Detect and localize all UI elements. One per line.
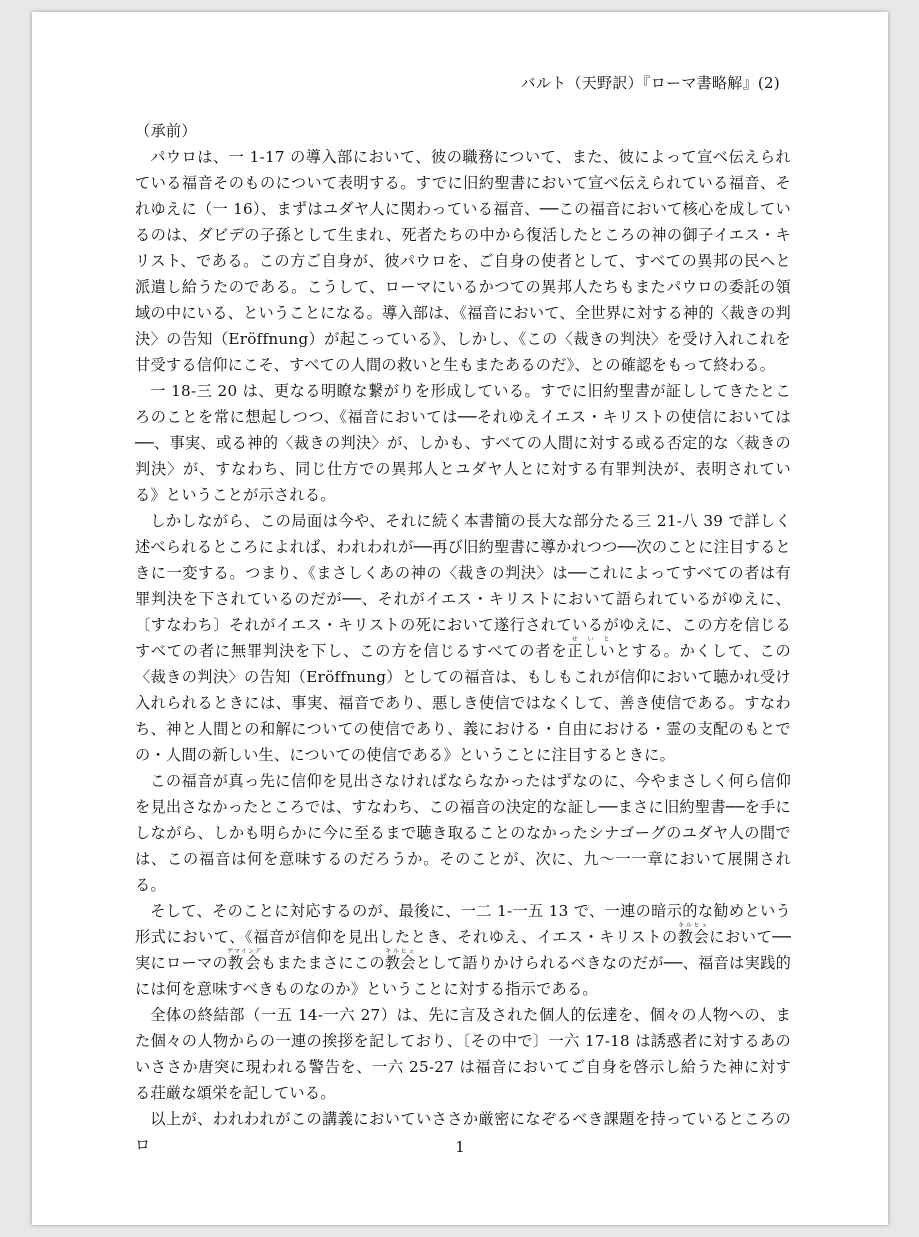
ruby-annotation: 正しいせいと (567, 636, 616, 660)
paragraph-1: パウロは、一 1-17 の導入部において、彼の職務について、また、彼によって宣べ伝えられている福音そのものについて表明する。すでに旧約聖書において宣べ伝えられている福音、それゆえに（一 16）、まずはユダヤ人に関わっている福音、──この福音において核心を成しているのは、ダビデの子孫として生まれ、死者たちの中から復活したところの神の御子イエス・キリスト、である。この方ご自身が、彼パウロを、ご自身の使者として、すべての異邦の民へと派遣し給うたのである。こうして、ローマにいるかつての異邦人たちもまたパウロの委託の領域の中にいる、ということになる。導入部は、《福音において、全世界に対する神的〈裁きの判決〉の告知（Eröffnung）が起こっている》、しかし、《この〈裁きの判決〉を受け入れこれを甘受する信仰にこそ、すべての人間の救いと生もまたあるのだ》、との確認をもって終わる。 (135, 148, 791, 374)
paragraph-4: この福音が真っ先に信仰を見出さなければならなかったはずなのに、今やまさしく何ら信仰を見出さなかったところでは、すなわち、この福音の決定的な証し──まさに旧約聖書──を手にしながら、しかも明らかに今に至るまで聴き取ることのなかったシナゴーグのユダヤ人の間では、この福音は何を意味するのだろうか。そのことが、次に、九～一一章において展開される。 (135, 772, 792, 894)
ruby-annotation: 教会ゲマインデ (226, 948, 262, 972)
paragraph-2: 一 18-三 20 は、更なる明瞭な繋がりを形成している。すでに旧約聖書が証ししてきたところのことを常に想起しつつ、《福音においては──それゆえイエス・キリストの使信においては──、事実、或る神的〈裁きの判決〉が、しかも、すべての人間に対する或る否定的な〈裁きの判決〉が、すなわち、同じ仕方での異邦人とユダヤ人とに対する有罪判決が、表明されている》ということが示される。 (135, 382, 791, 504)
paragraph-3: しかしながら、この局面は今や、それに続く本書簡の長大な部分たる三 21-八 39 で詳しく述べられるところによれば、われわれが──再び旧約聖書に導かれつつ──次のことに注目するときに一変する。つまり、《まさしくあの神の〈裁きの判決〉は──これによってすべての者は有罪判決を下されているのだが──、それがイエス・キリストにおいて語られているがゆえに、〔すなわち〕それがイエス・キリストの死において遂行されているがゆえに、この方を信じるすべての者に無罪判決を下し、この方を信じるすべての者を正しいせいととする。かくして、この〈裁きの判決〉の告知（Eröffnung）としての福音は、もしもこれが信仰において聴かれ受け入れられるときには、事実、福音であり、悪しき使信ではなくして、善き使信である。すなわち、神と人間との和解についての使信であり、義における・自由における・霊の支配のもとでの・人間の新しい生、についての使信である》ということに注目するときに。 (135, 512, 791, 764)
paragraph-7: 以上が、われわれがこの講義においていささか厳密になぞるべき課題を持っているところのロ (135, 1110, 791, 1154)
document-page (32, 12, 888, 1225)
ruby-annotation: 教会キルヒェ (384, 948, 416, 972)
page-number: 1 (455, 1138, 465, 1156)
body-text (135, 118, 791, 1158)
ruby-annotation: 教会キルヒェ (677, 922, 710, 946)
continued-label: （承前） (135, 122, 197, 140)
paragraph-5: そして、そのことに対応するのが、最後に、一二 1-一五 13 で、一連の暗示的な勧めという形式において、《福音が信仰を見出したとき、それゆえ、イエス・キリストの教会キルヒェにおいて──実にローマの教会ゲマインデもまたまさにこの教会キルヒェとして語りかけられるべきなのだが──、福音は実践的には何を意味すべきものなのか》ということに対する指示である。 (135, 902, 792, 998)
running-header: バルト（天野訳）『ローマ書略解』(2) (520, 74, 780, 92)
paragraph-6: 全体の終結部（一五 14-一六 27）は、先に言及された個人的伝達を、個々の人物への、また個々の人物からの一連の挨拶を記しており、〔その中で〕一六 17-18 は誘惑者に対するあのいささか唐突に現われる警告を、一六 25-27 は福音においてご自身を啓示し給うた神に対する荘厳な頌栄を記している。 (135, 1006, 791, 1102)
